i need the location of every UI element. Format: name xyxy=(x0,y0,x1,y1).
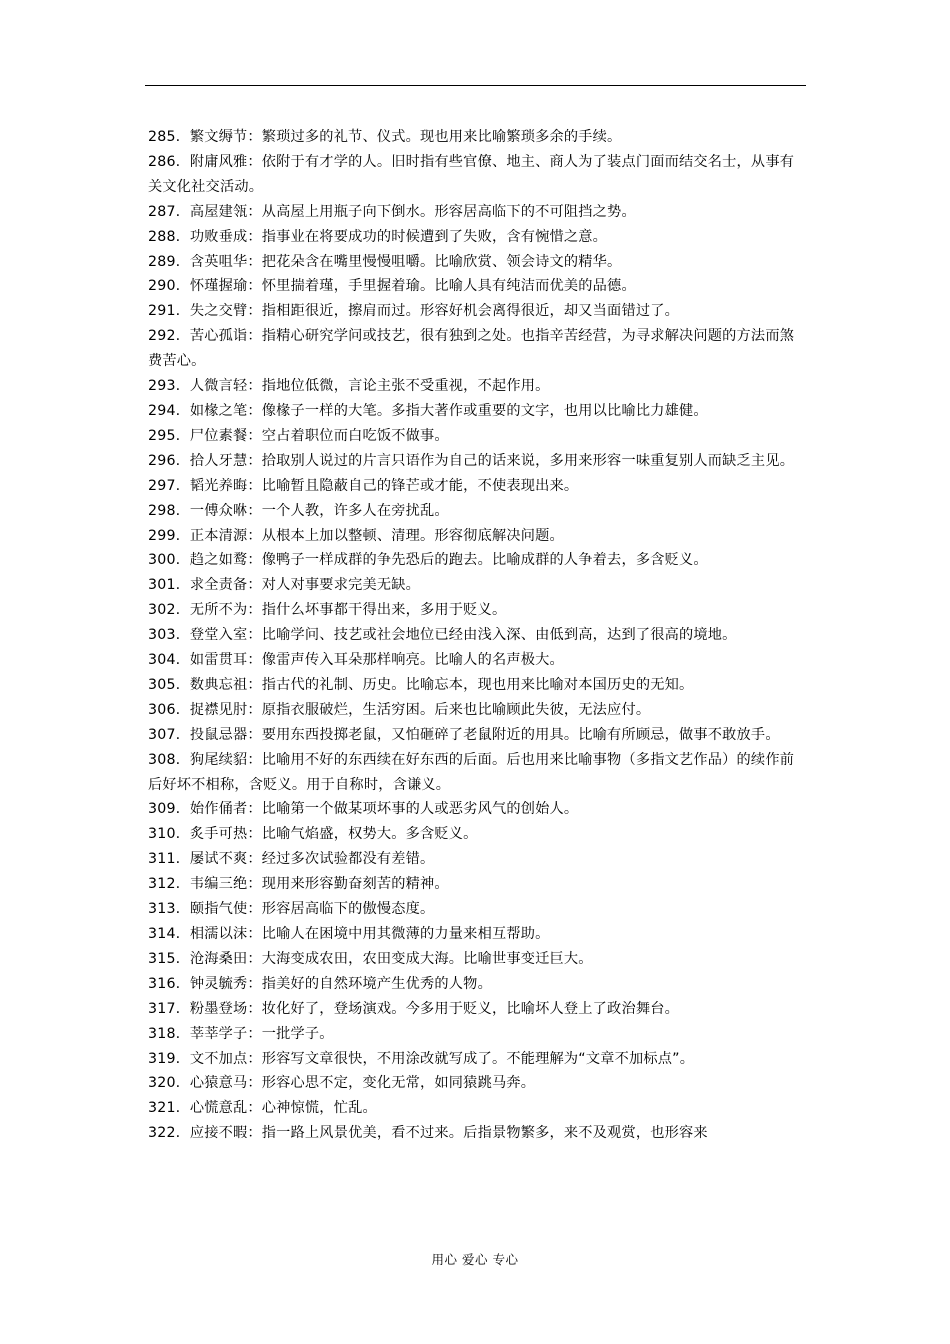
entry-text: 相濡以沫：比喻人在困境中用其微薄的力量来相互帮助。 xyxy=(189,926,550,942)
idiom-entry xyxy=(148,524,808,549)
entry-number: 304. xyxy=(148,652,181,669)
entry-number: 300. xyxy=(148,552,181,569)
entry-number: 297. xyxy=(148,477,181,494)
entry-number: 286. xyxy=(148,153,181,170)
entry-text: 韬光养晦：比喻暂且隐蔽自己的锋芒或才能，不使表现出来。 xyxy=(189,477,579,494)
entry-text: 高屋建瓴：从高屋上用瓶子向下倒水。形容居高临下的不可阻挡之势。 xyxy=(189,203,636,220)
idiom-entry xyxy=(148,972,808,997)
entry-text: 功败垂成：指事业在将要成功的时候遭到了失败，含有惋惜之意。 xyxy=(189,228,608,245)
idiom-entry xyxy=(148,374,808,399)
entry-text: 沧海桑田：大海变成农田，农田变成大海。比喻世事变迁巨大。 xyxy=(189,950,593,967)
entry-text: 登堂入室：比喻学问、技艺或社会地位已经由浅入深、由低到高，达到了很高的境地。 xyxy=(189,627,737,644)
idiom-entry xyxy=(148,250,808,275)
entry-text: 莘莘学子：一批学子。 xyxy=(189,1025,334,1042)
entry-number: 315. xyxy=(148,950,181,967)
entry-text: 求全责备：对人对事要求完美无缺。 xyxy=(189,577,421,594)
entry-number: 290. xyxy=(148,278,181,295)
idiom-entry xyxy=(148,274,808,299)
page-footer: 用心 爱心 专心 xyxy=(431,1252,519,1267)
idiom-entry xyxy=(148,748,808,798)
entry-text: 心慌意乱：心神惊慌，忙乱。 xyxy=(189,1100,377,1117)
entry-text: 钟灵毓秀：指美好的自然环境产生优秀的人物。 xyxy=(189,975,492,992)
idiom-entry xyxy=(148,499,808,524)
entry-number: 307. xyxy=(148,726,181,743)
entry-text: 始作俑者：比喻第一个做某项坏事的人或恶劣风气的创始人。 xyxy=(189,801,579,818)
entry-text: 应接不暇：指一路上风景优美，看不过来。后指景物繁多，来不及观赏，也形容来 xyxy=(189,1125,708,1142)
entry-number: 293. xyxy=(148,378,181,395)
entry-number: 301. xyxy=(148,577,181,594)
entry-number: 312. xyxy=(148,876,181,893)
entry-text: 心猿意马：形容心思不定，变化无常，如同猿跳马奔。 xyxy=(189,1075,536,1092)
entry-text: 趋之如鹜：像鸭子一样成群的争先恐后的跑去。比喻成群的人争着去，多含贬义。 xyxy=(189,552,708,569)
entry-number: 317. xyxy=(148,1000,181,1017)
entry-number: 302. xyxy=(148,602,181,619)
idiom-entry xyxy=(148,399,808,424)
entry-text: 粉墨登场：妆化好了，登场演戏。今多用于贬义，比喻坏人登上了政治舞台。 xyxy=(189,1000,679,1017)
entry-number: 289. xyxy=(148,253,181,270)
entry-text: 炙手可热：比喻气焰盛，权势大。多含贬义。 xyxy=(189,826,478,843)
entry-text: 投鼠忌器：要用东西投掷老鼠，又怕砸碎了老鼠附近的用具。比喻有所顾忌，做事不敢放手。 xyxy=(189,726,780,743)
entry-text: 苦心孤诣：指精心研究学问或技艺，很有独到之处。也指辛苦经营，为寻求解决问题的方法而煞费苦心。 xyxy=(148,328,795,370)
entry-text: 附庸风雅：依附于有才学的人。旧时指有些官僚、地主、商人为了装点门面而结交名士，从事有关文化社交活动。 xyxy=(148,153,795,195)
entry-number: 318. xyxy=(148,1025,181,1042)
entry-text: 拾人牙慧：拾取别人说过的片言只语作为自己的话来说，多用来形容一味重复别人而缺乏主见。 xyxy=(189,452,795,469)
idiom-entry xyxy=(148,897,808,922)
idiom-entry xyxy=(148,922,808,947)
entry-text: 韦编三绝：现用来形容勤奋刻苦的精神。 xyxy=(189,876,449,893)
idiom-entry xyxy=(148,648,808,673)
entry-number: 296. xyxy=(148,452,181,469)
idiom-entry xyxy=(148,125,808,150)
idiom-entry xyxy=(148,698,808,723)
entry-text: 怀瑾握瑜：怀里揣着瑾，手里握着瑜。比喻人具有纯洁而优美的品德。 xyxy=(189,278,636,295)
idiom-entry xyxy=(148,474,808,499)
entry-number: 288. xyxy=(148,228,181,245)
idiom-entry xyxy=(148,723,808,748)
entry-text: 无所不为：指什么坏事都干得出来，多用于贬义。 xyxy=(189,602,507,619)
idiom-entry xyxy=(148,449,808,474)
entry-number: 294. xyxy=(148,402,181,419)
entry-text: 繁文缛节：繁琐过多的礼节、仪式。现也用来比喻繁琐多余的手续。 xyxy=(189,129,622,145)
idiom-entry xyxy=(148,623,808,648)
entry-number: 314. xyxy=(148,926,181,942)
entry-text: 含英咀华：把花朵含在嘴里慢慢咀嚼。比喻欣赏、领会诗文的精华。 xyxy=(189,253,622,270)
entry-number: 313. xyxy=(148,901,181,918)
entry-number: 291. xyxy=(148,303,181,320)
entry-number: 298. xyxy=(148,502,181,519)
idiom-entry xyxy=(148,1047,808,1072)
idiom-entry xyxy=(148,822,808,847)
idiom-entry xyxy=(148,573,808,598)
entry-number: 311. xyxy=(148,851,181,868)
entry-number: 295. xyxy=(148,427,181,444)
idiom-entry xyxy=(148,673,808,698)
idiom-list xyxy=(148,125,808,1146)
entry-number: 303. xyxy=(148,627,181,644)
entry-number: 305. xyxy=(148,676,181,693)
entry-number: 299. xyxy=(148,527,181,544)
idiom-entry xyxy=(148,324,808,374)
idiom-entry xyxy=(148,1096,808,1121)
idiom-entry xyxy=(148,548,808,573)
idiom-entry xyxy=(148,1022,808,1047)
entry-number: 320. xyxy=(148,1075,181,1092)
entry-number: 322. xyxy=(148,1125,181,1142)
entry-number: 310. xyxy=(148,826,181,843)
entry-text: 屡试不爽：经过多次试验都没有差错。 xyxy=(189,851,435,868)
entry-text: 失之交臂：指相距很近，擦肩而过。形容好机会离得很近，却又当面错过了。 xyxy=(189,303,679,320)
entry-number: 309. xyxy=(148,801,181,818)
idiom-entry xyxy=(148,1121,808,1146)
entry-text: 人微言轻：指地位低微，言论主张不受重视，不起作用。 xyxy=(189,378,550,395)
entry-text: 颐指气使：形容居高临下的傲慢态度。 xyxy=(189,901,435,918)
idiom-entry xyxy=(148,872,808,897)
entry-text: 数典忘祖：指古代的礼制、历史。比喻忘本，现也用来比喻对本国历史的无知。 xyxy=(189,676,694,693)
entry-number: 321. xyxy=(148,1100,181,1117)
idiom-entry xyxy=(148,947,808,972)
entry-number: 319. xyxy=(148,1050,181,1067)
entry-text: 尸位素餐：空占着职位而白吃饭不做事。 xyxy=(189,427,449,444)
entry-text: 狗尾续貂：比喻用不好的东西续在好东西的后面。后也用来比喻事物（多指文艺作品）的续作前后好坏不相称，含贬义。用于自称时，含谦义。 xyxy=(148,751,795,793)
entry-number: 287. xyxy=(148,203,181,220)
entry-text: 捉襟见肘：原指衣服破烂，生活穷困。后来也比喻顾此失彼，无法应付。 xyxy=(189,701,651,718)
entry-number: 316. xyxy=(148,975,181,992)
entry-text: 如椽之笔：像椽子一样的大笔。多指大著作或重要的文字，也用以比喻比力雄健。 xyxy=(189,402,708,419)
entry-number: 285. xyxy=(148,129,181,145)
idiom-entry xyxy=(148,997,808,1022)
idiom-entry xyxy=(148,150,808,200)
idiom-entry xyxy=(148,225,808,250)
idiom-entry xyxy=(148,299,808,324)
idiom-entry xyxy=(148,797,808,822)
entry-text: 一傅众咻：一个人教，许多人在旁扰乱。 xyxy=(189,502,449,519)
entry-number: 292. xyxy=(148,328,181,345)
idiom-entry xyxy=(148,1071,808,1096)
entry-text: 如雷贯耳：像雷声传入耳朵那样响亮。比喻人的名声极大。 xyxy=(189,652,564,669)
idiom-entry xyxy=(148,598,808,623)
idiom-entry xyxy=(148,200,808,225)
entry-text: 文不加点：形容写文章很快，不用涂改就写成了。不能理解为“文章不加标点”。 xyxy=(189,1050,695,1067)
idiom-entry xyxy=(148,847,808,872)
entry-number: 308. xyxy=(148,751,181,768)
header-rule xyxy=(145,85,806,86)
entry-text: 正本清源：从根本上加以整顿、清理。形容彻底解决问题。 xyxy=(189,527,564,544)
idiom-entry xyxy=(148,424,808,449)
entry-number: 306. xyxy=(148,701,181,718)
